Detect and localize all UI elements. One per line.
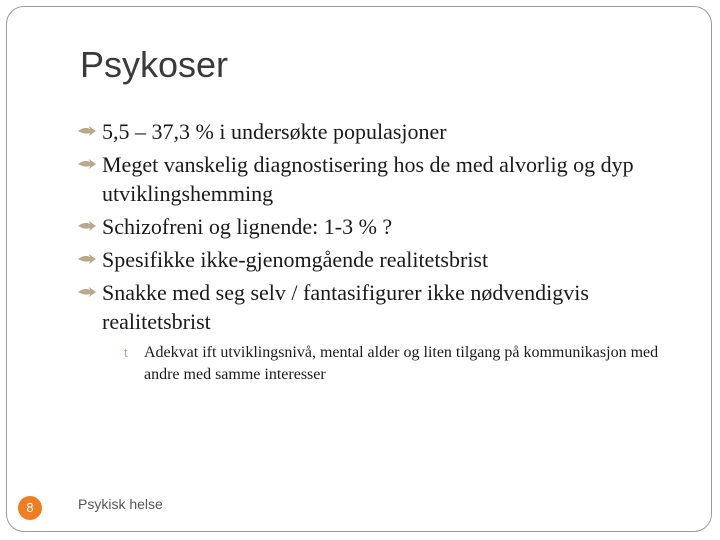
bullet-text: Snakke med seg selv / fantasifigurer ikke nødvendigvis realitetsbrist (102, 280, 589, 334)
sub-bullet-marker: t (124, 345, 128, 360)
bullet-text: Spesifikke ikke-gjenomgående realitetsbrist (102, 247, 489, 272)
bullet-text: 5,5 – 37,3 % i undersøkte populasjoner (102, 119, 447, 144)
bullet-item (76, 278, 676, 336)
slide-number-badge: 8 (18, 496, 42, 520)
slide-title: Psykoser (80, 44, 229, 85)
bullet-item (76, 150, 676, 208)
arrow-bullet-icon (77, 158, 97, 170)
bullet-text: Schizofreni og lignende: 1-3 % ? (102, 214, 393, 239)
bullet-item (76, 117, 676, 146)
bullet-list (76, 117, 676, 340)
arrow-bullet-icon (77, 286, 97, 298)
bullet-text: Meget vanskelig diagnostisering hos de med alvorlig og dyp utviklingshemming (102, 152, 634, 206)
bullet-item (76, 245, 676, 274)
arrow-bullet-icon (77, 125, 97, 137)
sub-bullet-text: Adekvat ift utviklingsnivå, mental alder og liten tilgang på kommunikasjon med andre med samme interesser (144, 344, 659, 383)
arrow-bullet-icon (77, 253, 97, 265)
sub-bullet (124, 342, 664, 386)
bullet-item (76, 212, 676, 241)
arrow-bullet-icon (77, 220, 97, 232)
footer-text: Psykisk helse (78, 496, 163, 512)
